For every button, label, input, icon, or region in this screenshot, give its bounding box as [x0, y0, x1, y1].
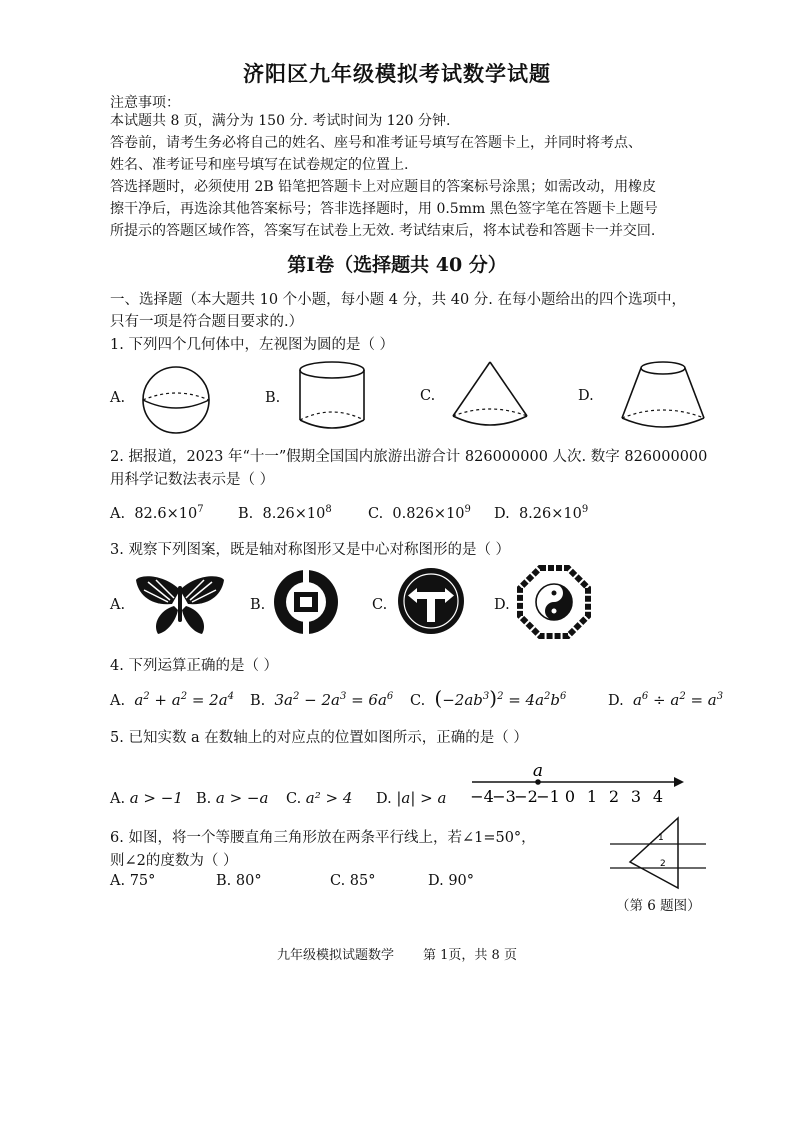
axis-tick-label: −1	[536, 787, 560, 806]
axis-tick-label: 3	[630, 787, 642, 806]
axis-tick-label: −2	[514, 787, 538, 806]
butterfly-icon	[134, 572, 226, 636]
q5-option-d: D. |a| > a	[376, 789, 447, 807]
cone-icon	[450, 360, 530, 432]
q3-option-label: D.	[494, 597, 510, 613]
axis-tick-label: 0	[564, 787, 576, 806]
sphere-icon	[140, 364, 212, 436]
bagua-icon	[518, 566, 590, 638]
q2-option-a: A. $82.6\times 10^7$	[110, 504, 204, 522]
bank-logo-icon	[272, 568, 340, 636]
q4-option-a: A. $a^2 + a^2 = 2a^4$	[110, 691, 235, 709]
q3-option-label: C.	[372, 597, 388, 613]
q2-option-b: B. $8.26\times 10^8$	[238, 504, 332, 522]
notice-line: 答卷前，请考生务必将自己的姓名、座号和准考证号填写在答题卡上，并同时将考点、	[110, 135, 642, 151]
q6-figure	[608, 816, 708, 890]
q1-stem: 1. 下列四个几何体中，左视图为圆的是（ ）	[110, 337, 395, 353]
traffic-sign-icon	[396, 566, 466, 636]
q2-stem: 2. 据报道，2023 年“十一”假期全国国内旅游出游合计 826000000 人次. 数字 826000000	[110, 449, 708, 465]
q6-option: D. 90°	[428, 873, 475, 889]
notice-line: 答选择题时，必须使用 2B 铅笔把答题卡上对应题目的答案标号涂黑；如需改动，用橡皮	[110, 179, 657, 195]
q1-option-label: D.	[578, 388, 594, 404]
section-title: 第Ⅰ卷（选择题共 40 分）	[287, 254, 507, 276]
q3-option-label: A.	[110, 597, 126, 613]
axis-tick-label: 2	[608, 787, 620, 806]
q2-stem: 用科学记数法表示是（ ）	[110, 472, 275, 488]
q5-option-c: C. a² > 4	[286, 789, 353, 807]
q2-option-c: C. $0.826\times 10^9$	[368, 504, 471, 522]
footer-page-number: 第 1页，共 8 页	[423, 948, 517, 963]
q4-option-c: C. $(-2ab^3)^2 = 4a^2b^6$	[410, 686, 567, 710]
q2-option-d: D. $8.26\times 10^9$	[494, 504, 589, 522]
footer-subject: 九年级模拟试题数学	[277, 948, 395, 963]
q3-option-label: B.	[250, 597, 266, 613]
frustum-icon	[618, 358, 708, 434]
axis-tick-label: 4	[652, 787, 664, 806]
q6-option: A. 75°	[110, 873, 156, 889]
angle-2-label: 2	[660, 859, 666, 869]
q4-stem: 4. 下列运算正确的是（ ）	[110, 658, 279, 674]
notice-line: 所提示的答题区域作答，答案写在试卷上无效. 考试结束后，将本试卷和答题卡一并交回.	[110, 223, 656, 239]
notice-line: 本试题共 8 页，满分为 150 分. 考试时间为 120 分钟.	[110, 113, 451, 129]
q1-option-label: C.	[420, 388, 436, 404]
axis-tick-label: −4	[470, 787, 494, 806]
page-footer	[0, 944, 794, 963]
angle-1-label: 1	[658, 833, 664, 843]
exam-title: 济阳区九年级模拟考试数学试题	[243, 61, 551, 86]
notice-line: 擦干净后，再选涂其他答案标号；答非选择题时，用 0.5mm 黑色签字笔在答题卡上题号	[110, 201, 658, 217]
q5-stem: 5. 已知实数 a 在数轴上的对应点的位置如图所示，正确的是（ ）	[110, 730, 528, 746]
q6-option: C. 85°	[330, 873, 376, 889]
q4-option-d: D. $a^6 \div a^2 = a^3$	[608, 691, 724, 709]
q6-stem: 则∠2的度数为（ ）	[110, 853, 238, 869]
q5-option-b: B. a > −a	[196, 789, 269, 807]
part-intro: 只有一项是符合题目要求的.）	[110, 314, 304, 330]
axis-tick-label: 1	[586, 787, 598, 806]
q4-option-b: B. $3a^2 - 2a^3 = 6a^6$	[250, 691, 394, 709]
notice-line: 姓名、准考证号和座号填写在试卷规定的位置上.	[110, 157, 409, 173]
cylinder-icon	[296, 360, 368, 432]
q1-option-label: A.	[110, 390, 126, 406]
q6-option: B. 80°	[216, 873, 262, 889]
figure-caption: （第 6 题图）	[616, 898, 701, 914]
number-line	[470, 758, 692, 808]
q3-stem: 3. 观察下列图案，既是轴对称图形又是中心对称图形的是（ ）	[110, 542, 511, 558]
q5-option-a: A. a > −1	[110, 789, 183, 807]
point-a-label: a	[532, 761, 544, 781]
q1-option-label: B.	[265, 390, 281, 406]
part-intro: 一、选择题（本大题共 10 个小题，每小题 4 分，共 40 分. 在每小题给出的四个选项中，	[110, 292, 686, 308]
notice-heading: 注意事项：	[110, 95, 180, 111]
q6-stem: 6. 如图，将一个等腰直角三角形放在两条平行线上，若∠1=50°，	[110, 830, 536, 846]
axis-tick-label: −3	[492, 787, 516, 806]
